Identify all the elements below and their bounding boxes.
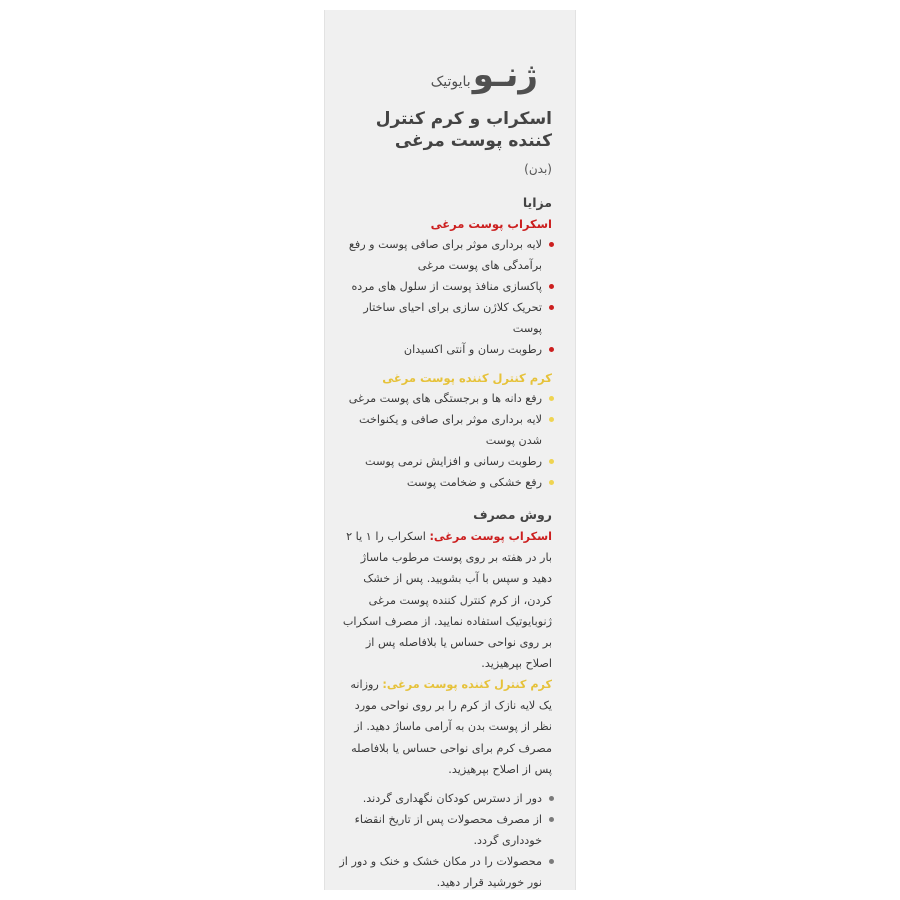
benefits-heading: مزایا bbox=[522, 195, 552, 210]
scrub-usage-label: اسکراب پوست مرغی: bbox=[429, 530, 552, 543]
list-item: محصولات را در مکان خشک و خنک و دور از نور خورشید قرار دهید. bbox=[338, 851, 552, 893]
logo-sub: بایوتیک bbox=[430, 74, 471, 90]
usage-heading: روش مصرف bbox=[473, 507, 552, 522]
list-item: رفع دانه ها و برجستگی های پوست مرغی bbox=[338, 388, 552, 409]
cream-usage-section bbox=[338, 674, 552, 780]
list-item: پاکسازی منافذ پوست از سلول های مرده bbox=[338, 276, 552, 297]
bullet-icon bbox=[549, 417, 554, 422]
bullet-icon bbox=[549, 796, 554, 801]
scrub-benefits-label: اسکراب پوست مرغی bbox=[430, 217, 552, 231]
product-box-side bbox=[324, 10, 576, 890]
cream-benefits-section bbox=[338, 368, 552, 493]
bullet-icon bbox=[549, 480, 554, 485]
product-title: اسکراب و کرم کنترل کننده پوست مرغی bbox=[375, 109, 552, 151]
logo-mark: ژنـو bbox=[472, 55, 538, 95]
bullet-icon bbox=[549, 396, 554, 401]
benefits-section bbox=[338, 192, 552, 360]
scrub-benefits-list bbox=[338, 234, 552, 360]
list-item: رفع خشکی و ضخامت پوست bbox=[338, 472, 552, 493]
bullet-icon bbox=[549, 859, 554, 864]
cream-usage-text: کرم کنترل کننده پوست مرغی: روزانه یک لایه نازک از کرم را بر روی نواحی مورد نظر از پوست بدن به آرامی ماساژ دهید. از مصرف کرم برای نواحی حساس یا بلافاصله پس از اصلاح بپرهیزید. bbox=[350, 678, 552, 776]
list-item: رطوبت رسانی و افزایش نرمی پوست bbox=[338, 451, 552, 472]
list-item: رطوبت رسان و آنتی اکسیدان bbox=[338, 339, 552, 360]
cream-benefits-list bbox=[338, 388, 552, 493]
cream-usage-label: کرم کنترل کننده پوست مرغی: bbox=[382, 678, 552, 691]
usage-section bbox=[338, 504, 552, 674]
cream-benefits-label: کرم کنترل کننده پوست مرغی bbox=[382, 371, 552, 385]
list-item: از مصرف محصولات پس از تاریخ انقضاء خودداری گردد. bbox=[338, 809, 552, 851]
bullet-icon bbox=[549, 305, 554, 310]
box-content bbox=[338, 10, 564, 890]
list-item: لایه برداری موثر برای صافی پوست و رفع برآمدگی های پوست مرغی bbox=[338, 234, 552, 276]
brand-logo bbox=[358, 46, 538, 96]
bullet-icon bbox=[549, 242, 554, 247]
bullet-icon bbox=[549, 459, 554, 464]
warnings-section bbox=[338, 788, 552, 893]
list-item: تحریک کلاژن سازی برای احیای ساختار پوست bbox=[338, 297, 552, 339]
list-item: دور از دسترس کودکان نگهداری گردند. bbox=[338, 788, 552, 809]
warnings-list bbox=[338, 788, 552, 893]
product-subtitle: (بدن) bbox=[524, 162, 552, 176]
list-item: لایه برداری موثر برای صافی و یکنواخت شدن پوست bbox=[338, 409, 552, 451]
scrub-usage-text: اسکراب پوست مرغی: اسکراب را ۱ یا ۲ بار در هفته بر روی پوست مرطوب ماساژ دهید و سپس با آب بشویید. پس از خشک کردن، از کرم کنترل کننده پوست مرغی ژنوبایوتیک استفاده نمایید. از مصرف اسکراب بر روی نواحی حساس یا بلافاصله پس از اصلاح بپرهیزید. bbox=[342, 530, 552, 671]
bullet-icon bbox=[549, 817, 554, 822]
bullet-icon bbox=[549, 284, 554, 289]
bullet-icon bbox=[549, 347, 554, 352]
